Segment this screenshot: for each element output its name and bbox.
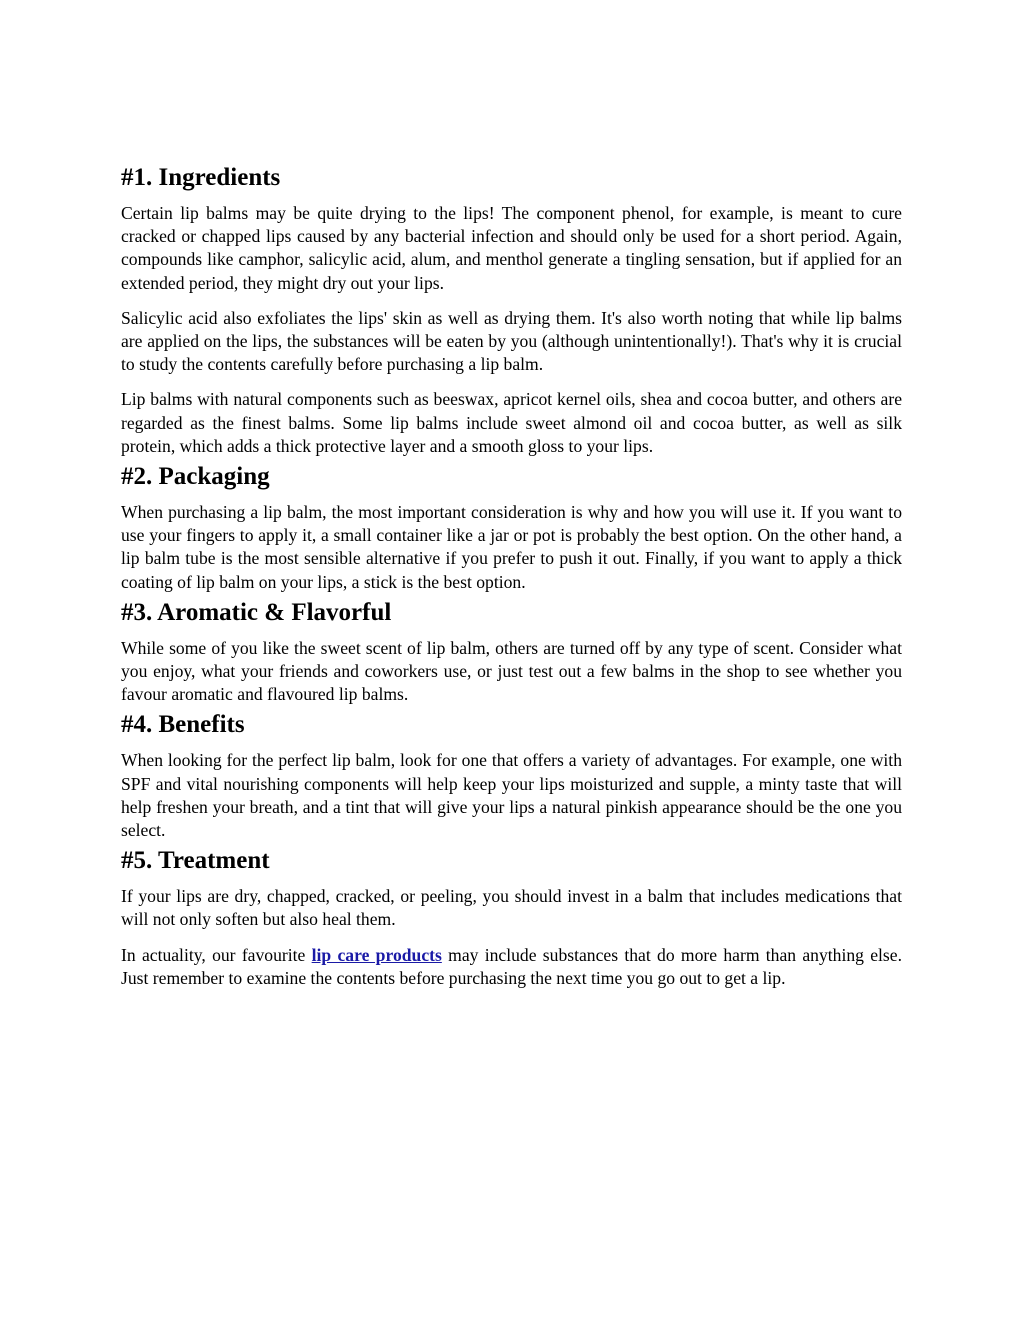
closing-text-after: may include substances that do more harm than anything else. Just remember to examine the contents before purchasing the next time you go out to get a lip. — [121, 944, 902, 988]
closing-paragraph — [121, 944, 902, 990]
section-heading: #1. Ingredients — [121, 164, 281, 191]
paragraph: When looking for the perfect lip balm, look for one that offers a variety of advantages. For example, one with SPF and vital nourishing components will help keep your lips moisturized and supple, a minty taste that will help freshen your breath, and a tint that will give your lips a natural pinkish appearance should be the one you select. — [121, 750, 902, 841]
document-page — [121, 163, 902, 994]
paragraph: While some of you like the sweet scent of lip balm, others are turned off by any type of scent. Consider what you enjoy, what your friends and coworkers use, or just test out a few balms in the shop to see whether you favour aromatic and flavoured lip balms. — [121, 637, 902, 705]
section-heading: #2. Packaging — [121, 463, 270, 491]
section-packaging — [121, 462, 902, 594]
section-ingredients — [121, 163, 902, 458]
paragraph: Lip balms with natural components such as beeswax, apricot kernel oils, shea and cocoa butter, and others are regarded as the finest balms. Some lip balms include sweet almond oil and cocoa butter, as well as silk protein, which adds a thick protective layer and a smooth gloss to your lips. — [121, 389, 902, 456]
section-treatment — [121, 846, 902, 990]
section-heading: #5. Treatment — [121, 847, 270, 875]
section-heading: #4. Benefits — [121, 711, 245, 739]
section-aromatic-flavorful — [121, 598, 902, 707]
paragraph: Salicylic acid also exfoliates the lips' skin as well as drying them. It's also worth noting that while lip balms are applied on the lips, the substances will be eaten by you (although unintentionally!). That's why it is crucial to study the contents carefully before purchasing a lip balm. — [121, 307, 902, 375]
paragraph: Certain lip balms may be quite drying to the lips! The component phenol, for example, is meant to cure cracked or chapped lips caused by any bacterial infection and should only be used for a short period. Again, compounds like camphor, salicylic acid, alum, and menthol generate a tingling sensation, but if applied for an extended period, they might dry out your lips. — [121, 203, 902, 293]
closing-text-before: In actuality, our favourite — [121, 944, 312, 965]
lip-care-products-link[interactable]: lip care products — [311, 944, 442, 965]
paragraph: When purchasing a lip balm, the most important consideration is why and how you will use it. If you want to use your fingers to apply it, a small container like a jar or pot is probably the best option. On the other hand, a lip balm tube is the most sensible alternative if you prefer to push it out. Finally, if you want to apply a thick coating of lip balm on your lips, a stick is the best option. — [121, 502, 902, 592]
section-benefits — [121, 710, 902, 842]
paragraph: If your lips are dry, chapped, cracked, or peeling, you should invest in a balm that includes medications that will not only soften but also heal them. — [121, 886, 902, 930]
section-heading: #3. Aromatic & Flavorful — [121, 598, 392, 626]
